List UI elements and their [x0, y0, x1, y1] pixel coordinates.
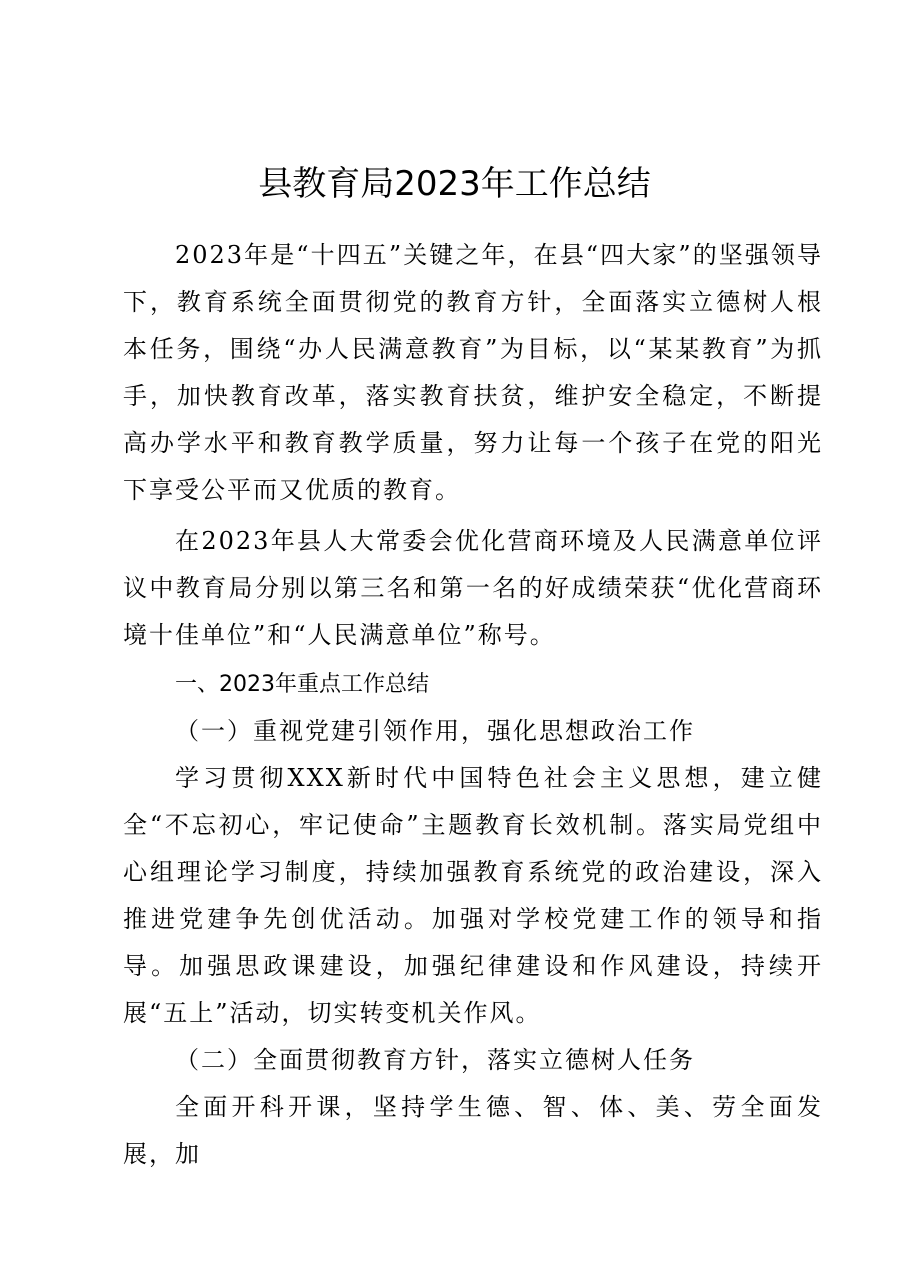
document-title: 县教育局2023年工作总结	[258, 164, 651, 204]
document-body	[123, 232, 823, 1178]
paragraph-intro: 2023年是“十四五”关键之年，在县“四大家”的坚强领导下，教育系统全面贯彻党的教育方针，全面落实立德树人根本任务，围绕“办人民满意教育”为目标，以“某某教育”为抓手，加快教育改革，落实教育扶贫，维护安全稳定，不断提高办学水平和教育教学质量，努力让每一个孩子在党的阳光下享受公平而又优质的教育。	[123, 241, 823, 504]
paragraph-curriculum: 全面开科开课，坚持学生德、智、体、美、劳全面发展，加	[123, 1093, 823, 1168]
section-heading-1: 一、2023年重点工作总结	[175, 672, 429, 697]
paragraph-party-building: 学习贯彻XXX新时代中国特色社会主义思想，建立健全“不忘初心，牢记使命”主题教育长效机制。落实局党组中心组理论学习制度，持续加强教育系统党的政治建设，深入推进党建争先创优活动。加强对学校党建工作的领导和指导。加强思政课建设，加强纪律建设和作风建设，持续开展“五上”活动，切实转变机关作风。	[123, 764, 823, 1027]
subsection-heading-1: （一）重视党建引领作用，强化思想政治工作	[175, 717, 695, 745]
subsection-heading-2: （二）全面贯彻教育方针，落实立德树人任务	[175, 1046, 695, 1074]
paragraph-awards: 在2023年县人大常委会优化营商环境及人民满意单位评议中教育局分别以第三名和第一名的好成绩荣获“优化营商环境十佳单位”和“人民满意单位”称号。	[123, 527, 823, 649]
